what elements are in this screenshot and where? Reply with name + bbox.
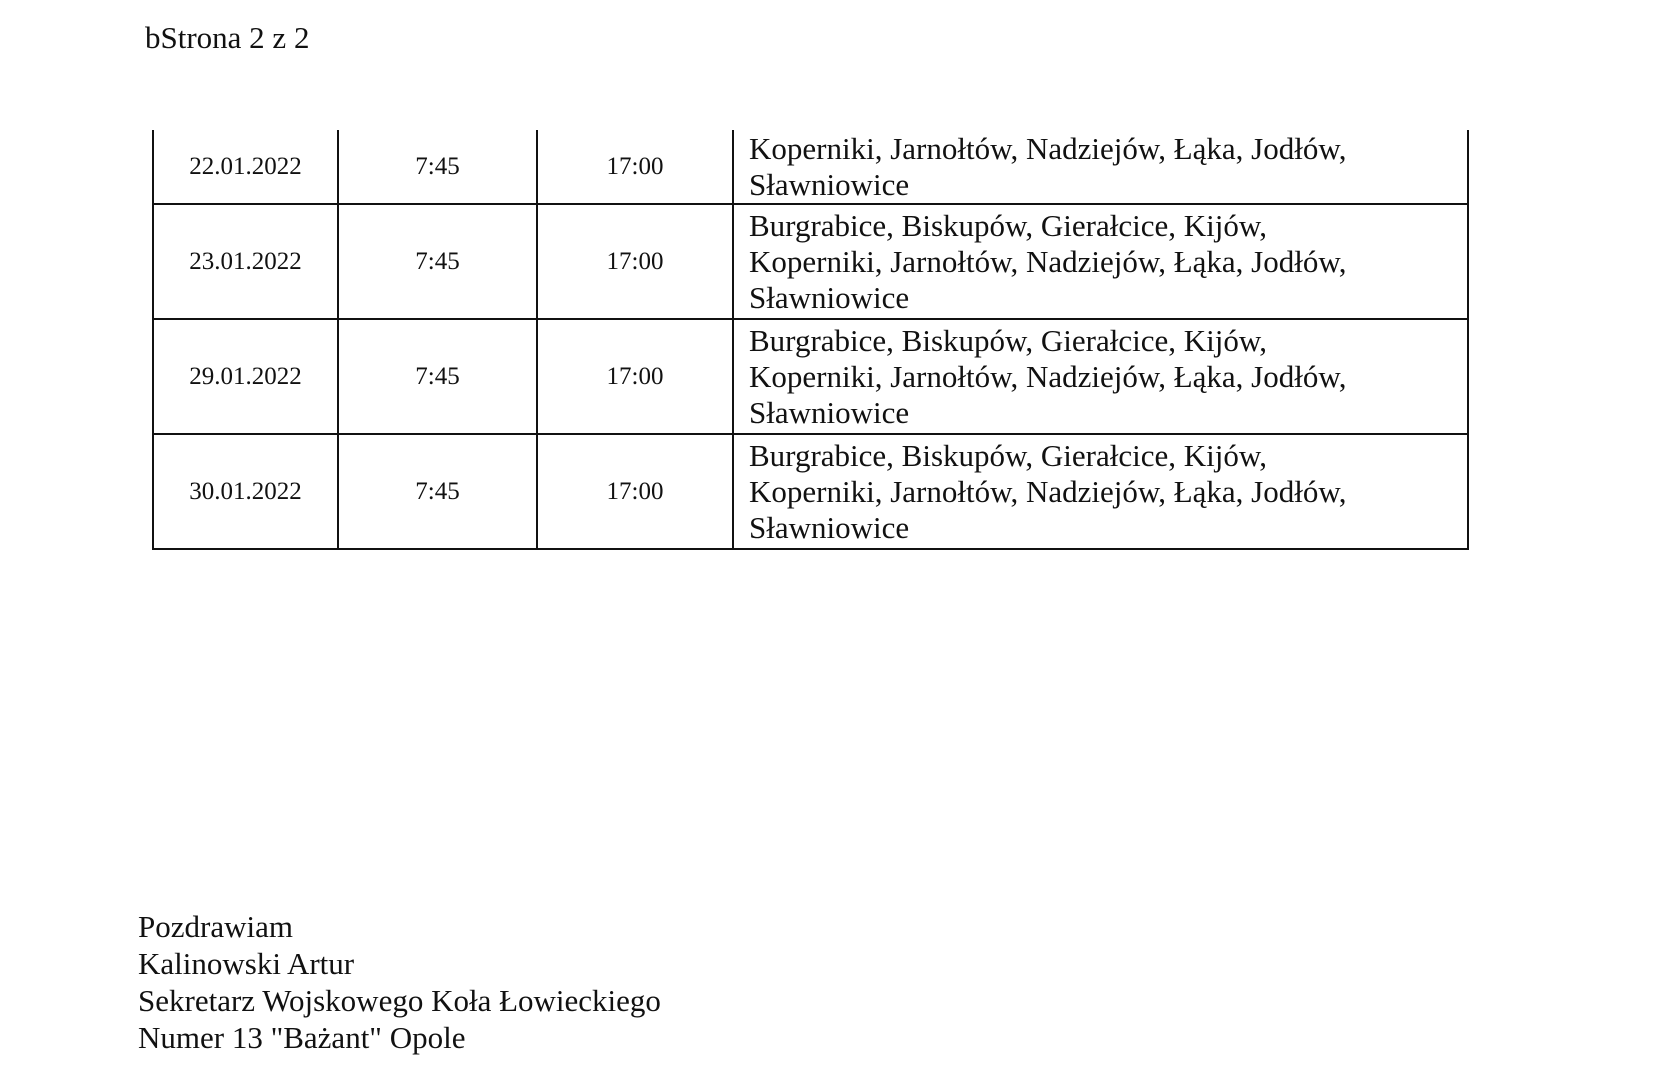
places-line: Burgrabice, Biskupów, Gierałcice, Kijów, (749, 322, 1267, 358)
signature-block (138, 908, 661, 1056)
date-cell: 22.01.2022 (153, 130, 338, 204)
date-cell: 23.01.2022 (153, 204, 338, 319)
schedule-table (152, 130, 1469, 550)
end-time-cell: 17:00 (537, 434, 733, 549)
places-cell (733, 434, 1468, 549)
end-time-cell: 17:00 (537, 204, 733, 319)
places-line: Koperniki, Jarnołtów, Nadziejów, Łąka, Jodłów, (749, 473, 1347, 509)
start-time-cell: 7:45 (338, 130, 537, 204)
places-line: Sławniowice (749, 279, 910, 315)
end-time-cell: 17:00 (537, 130, 733, 204)
places-line: Sławniowice (749, 394, 910, 430)
places-line: Koperniki, Jarnołtów, Nadziejów, Łąka, Jodłów, (749, 130, 1347, 166)
places-line: Koperniki, Jarnołtów, Nadziejów, Łąka, Jodłów, (749, 358, 1347, 394)
table-row (153, 319, 1468, 434)
date-cell: 30.01.2022 (153, 434, 338, 549)
places-cell (733, 319, 1468, 434)
start-time-cell: 7:45 (338, 434, 537, 549)
places-line: Sławniowice (749, 509, 910, 545)
signer-organization: Numer 13 "Bażant" Opole (138, 1020, 466, 1055)
start-time-cell: 7:45 (338, 204, 537, 319)
signer-name: Kalinowski Artur (138, 946, 355, 981)
table-row (153, 434, 1468, 549)
start-time-cell: 7:45 (338, 319, 537, 434)
table-row (153, 130, 1468, 204)
end-time-cell: 17:00 (537, 319, 733, 434)
greeting: Pozdrawiam (138, 909, 293, 944)
date-cell: 29.01.2022 (153, 319, 338, 434)
places-line: Koperniki, Jarnołtów, Nadziejów, Łąka, Jodłów, (749, 243, 1347, 279)
page-number: bStrona 2 z 2 (145, 20, 310, 55)
places-line: Sławniowice (749, 166, 910, 202)
places-cell (733, 204, 1468, 319)
signer-role: Sekretarz Wojskowego Koła Łowieckiego (138, 983, 661, 1018)
places-line: Burgrabice, Biskupów, Gierałcice, Kijów, (749, 437, 1267, 473)
table-row (153, 204, 1468, 319)
places-cell (733, 130, 1468, 204)
places-line: Burgrabice, Biskupów, Gierałcice, Kijów, (749, 207, 1267, 243)
